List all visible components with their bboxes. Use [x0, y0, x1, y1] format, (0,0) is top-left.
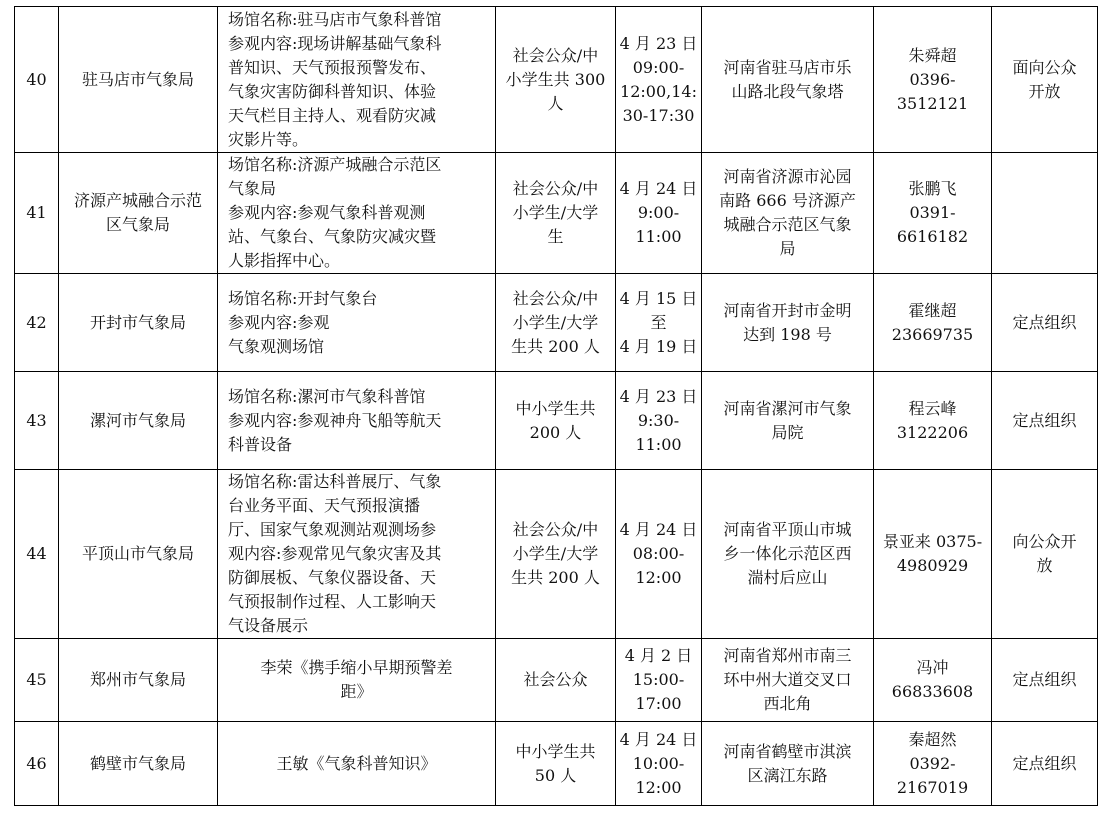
address-line: 区漓江东路 — [747, 765, 828, 785]
audience-cell — [496, 274, 616, 372]
audience-cell — [496, 7, 616, 153]
mode-line: 向公众开 — [1012, 532, 1077, 551]
address-line: 河南省鹤壁市淇滨 — [723, 741, 852, 761]
address-line: 环中州大道交叉口 — [723, 670, 852, 689]
content-line: 灾影片等。 — [228, 129, 309, 149]
table-row — [15, 7, 1098, 153]
mode-line: 定点组织 — [1012, 410, 1077, 430]
table-row — [15, 470, 1098, 639]
contact-cell — [874, 7, 992, 153]
content-cell — [218, 7, 496, 153]
content-line: 参观内容:现场讲解基础气象科 — [228, 33, 442, 53]
audience-line: 社会公众/中 — [512, 45, 599, 65]
audience-line: 中小学生共 — [515, 741, 596, 761]
row-number-text: 44 — [26, 544, 47, 563]
content-line: 参观内容:参观 — [228, 312, 330, 332]
time-line: 10:00- — [632, 753, 685, 773]
mode-cell — [992, 372, 1098, 470]
time-line: 4 月 15 日 — [619, 288, 698, 308]
time-line: 4 月 2 日 — [624, 646, 693, 665]
address-cell — [702, 639, 874, 722]
time-line: 9:00- — [637, 203, 680, 222]
contact-line: 0396- — [909, 69, 956, 89]
time-line: 4 月 23 日 — [619, 33, 698, 53]
unit-cell — [59, 372, 218, 470]
unit-line: 驻马店市气象局 — [81, 69, 194, 89]
mode-line: 定点组织 — [1012, 670, 1077, 689]
address-line: 河南省平顶山市城 — [723, 520, 852, 539]
time-line: 4 月 19 日 — [619, 336, 698, 356]
mode-cell — [992, 7, 1098, 153]
content-cell — [218, 639, 496, 722]
content-line: 参观内容:参观神舟飞船等航天 — [228, 410, 442, 430]
content-line: 站、气象台、气象防灾减灾暨 — [228, 227, 437, 246]
unit-line: 平顶山市气象局 — [81, 544, 194, 563]
time-cell — [616, 470, 702, 639]
row-number-cell — [15, 722, 59, 806]
mode-cell — [992, 470, 1098, 639]
time-line: 4 月 24 日 — [619, 179, 698, 198]
row-number-text: 42 — [26, 312, 47, 332]
content-line: 气象观测场馆 — [228, 336, 325, 356]
address-line: 河南省驻马店市乐 — [723, 57, 852, 77]
table-row — [15, 274, 1098, 372]
unit-cell — [59, 470, 218, 639]
content-line: 气预报制作过程、人工影响天 — [228, 592, 437, 611]
audience-line: 社会公众/中 — [512, 520, 599, 539]
time-line: 4 月 24 日 — [619, 729, 698, 749]
audience-line: 小学生/大学 — [512, 312, 599, 332]
contact-line: 景亚来 0375- — [882, 532, 983, 551]
audience-cell — [496, 372, 616, 470]
address-cell — [702, 722, 874, 806]
time-cell — [616, 722, 702, 806]
time-line: 11:00 — [635, 434, 682, 454]
audience-line: 中小学生共 — [515, 398, 596, 418]
time-cell — [616, 153, 702, 274]
row-number-text: 46 — [26, 753, 47, 773]
address-line: 达到 198 号 — [743, 324, 832, 344]
time-line: 12:00 — [635, 568, 682, 587]
mode-cell — [992, 153, 1098, 274]
content-line: 场馆名称:漯河市气象科普馆 — [228, 386, 426, 406]
row-number-text: 43 — [26, 410, 47, 430]
time-line: 30-17:30 — [622, 105, 695, 125]
address-line: 河南省漯河市气象 — [723, 398, 852, 418]
audience-line: 生 — [547, 227, 564, 246]
address-line: 河南省开封市金明 — [723, 300, 852, 320]
row-number-text: 41 — [26, 203, 47, 222]
mode-line: 开放 — [1028, 81, 1061, 101]
audience-cell — [496, 470, 616, 639]
contact-cell — [874, 274, 992, 372]
time-line: 至 — [650, 312, 667, 332]
content-line: 气设备展示 — [228, 616, 309, 635]
content-line: 观内容:参观常见气象灾害及其 — [228, 544, 442, 563]
time-line: 12:00 — [635, 777, 682, 797]
contact-line: 3512121 — [896, 93, 969, 113]
content-line: 气象局 — [228, 179, 277, 198]
time-line: 9:30- — [637, 410, 680, 430]
audience-line: 200 人 — [529, 422, 582, 442]
contact-line: 朱舜超 — [908, 45, 957, 65]
unit-line: 鹤壁市气象局 — [89, 753, 186, 773]
activity-table — [14, 6, 1098, 806]
unit-line: 开封市气象局 — [89, 312, 186, 332]
contact-line: 0391- — [909, 203, 956, 222]
address-cell — [702, 153, 874, 274]
row-number-cell — [15, 153, 59, 274]
table-row — [15, 722, 1098, 806]
contact-cell — [874, 153, 992, 274]
content-cell — [218, 274, 496, 372]
unit-line: 郑州市气象局 — [89, 670, 186, 689]
time-line: 17:00 — [635, 694, 682, 713]
content-line: 天气栏目主持人、观看防灾减 — [228, 105, 437, 125]
audience-line: 生共 200 人 — [511, 568, 600, 587]
content-line: 防御展板、气象仪器设备、天 — [228, 568, 437, 587]
mode-line: 定点组织 — [1012, 312, 1077, 332]
audience-line: 社会公众/中 — [512, 288, 599, 308]
mode-cell — [992, 274, 1098, 372]
content-line: 场馆名称:济源产城融合示范区 — [228, 155, 442, 174]
address-line: 湍村后应山 — [747, 568, 828, 587]
contact-line: 3122206 — [896, 422, 969, 442]
content-line: 王敏《气象科普知识》 — [276, 753, 437, 773]
contact-line: 程云峰 — [908, 398, 957, 418]
content-line: 参观内容:参观气象科普观测 — [228, 203, 426, 222]
contact-line: 66833608 — [891, 682, 974, 701]
contact-cell — [874, 470, 992, 639]
content-line: 科普设备 — [228, 434, 293, 454]
row-number-cell — [15, 7, 59, 153]
mode-line: 定点组织 — [1012, 753, 1077, 773]
address-line: 河南省济源市沁园 — [723, 167, 852, 186]
audience-line: 生共 200 人 — [511, 336, 600, 356]
audience-cell — [496, 153, 616, 274]
contact-line: 秦超然 — [908, 729, 957, 749]
mode-line: 面向公众 — [1012, 57, 1077, 77]
content-cell — [218, 722, 496, 806]
row-number-cell — [15, 639, 59, 722]
time-line: 11:00 — [635, 227, 682, 246]
audience-line: 50 人 — [534, 765, 577, 785]
time-line: 15:00- — [632, 670, 685, 689]
contact-cell — [874, 639, 992, 722]
unit-line: 漯河市气象局 — [89, 410, 186, 430]
time-cell — [616, 639, 702, 722]
table-row — [15, 153, 1098, 274]
table-row — [15, 639, 1098, 722]
mode-line: 放 — [1036, 556, 1053, 575]
audience-line: 小学生/大学 — [512, 203, 599, 222]
audience-line: 社会公众 — [523, 670, 588, 689]
unit-line: 区气象局 — [105, 215, 170, 234]
unit-line: 济源产城融合示范 — [73, 191, 202, 210]
address-line: 局院 — [771, 422, 804, 442]
content-line: 场馆名称:驻马店市气象科普馆 — [228, 9, 442, 29]
content-cell — [218, 372, 496, 470]
contact-line: 张鹏飞 — [908, 179, 957, 198]
contact-line: 4980929 — [896, 556, 969, 575]
address-line: 西北角 — [763, 694, 812, 713]
time-line: 09:00- — [632, 57, 685, 77]
row-number-cell — [15, 274, 59, 372]
mode-cell — [992, 722, 1098, 806]
row-number-cell — [15, 372, 59, 470]
address-line: 乡一体化示范区西 — [723, 544, 852, 563]
contact-cell — [874, 722, 992, 806]
content-line: 普知识、天气预报预警发布、 — [228, 57, 437, 77]
time-line: 4 月 24 日 — [619, 520, 698, 539]
contact-line: 2167019 — [896, 777, 969, 797]
content-line: 李荣《携手缩小早期预警差 — [260, 658, 453, 677]
address-cell — [702, 7, 874, 153]
unit-cell — [59, 7, 218, 153]
row-number-text: 40 — [26, 69, 47, 89]
address-line: 山路北段气象塔 — [731, 81, 844, 101]
audience-cell — [496, 639, 616, 722]
content-cell — [218, 153, 496, 274]
row-number-cell — [15, 470, 59, 639]
content-line: 厅、国家气象观测站观测场参 — [228, 520, 437, 539]
mode-cell — [992, 639, 1098, 722]
unit-cell — [59, 722, 218, 806]
address-line: 局 — [779, 239, 796, 258]
address-cell — [702, 372, 874, 470]
address-line: 河南省郑州市南三 — [723, 646, 852, 665]
audience-line: 小学生/大学 — [512, 544, 599, 563]
time-cell — [616, 274, 702, 372]
unit-cell — [59, 153, 218, 274]
audience-line: 小学生共 300 — [505, 69, 606, 89]
time-cell — [616, 372, 702, 470]
audience-line: 社会公众/中 — [512, 179, 599, 198]
contact-line: 6616182 — [896, 227, 969, 246]
address-cell — [702, 274, 874, 372]
audience-cell — [496, 722, 616, 806]
content-line: 场馆名称:雷达科普展厅、气象 — [228, 472, 442, 491]
time-line: 08:00- — [632, 544, 685, 563]
contact-cell — [874, 372, 992, 470]
content-line: 气象灾害防御科普知识、体验 — [228, 81, 437, 101]
content-cell — [218, 470, 496, 639]
content-line: 台业务平面、天气预报演播 — [228, 496, 421, 515]
unit-cell — [59, 274, 218, 372]
row-number-text: 45 — [26, 670, 47, 689]
time-line: 12:00,14: — [620, 81, 697, 101]
contact-line: 0392- — [909, 753, 956, 773]
content-line: 场馆名称:开封气象台 — [228, 288, 378, 308]
content-line: 人影指挥中心。 — [228, 251, 341, 270]
address-cell — [702, 470, 874, 639]
unit-cell — [59, 639, 218, 722]
contact-line: 霍继超 — [908, 300, 957, 320]
contact-line: 23669735 — [891, 324, 974, 344]
table-body — [15, 7, 1098, 806]
contact-line: 冯冲 — [916, 658, 949, 677]
time-line: 4 月 23 日 — [619, 386, 698, 406]
address-line: 城融合示范区气象 — [723, 215, 852, 234]
time-cell — [616, 7, 702, 153]
table-row — [15, 372, 1098, 470]
address-line: 南路 666 号济源产 — [719, 191, 856, 210]
audience-line: 人 — [547, 93, 564, 113]
content-line: 距》 — [340, 682, 373, 701]
